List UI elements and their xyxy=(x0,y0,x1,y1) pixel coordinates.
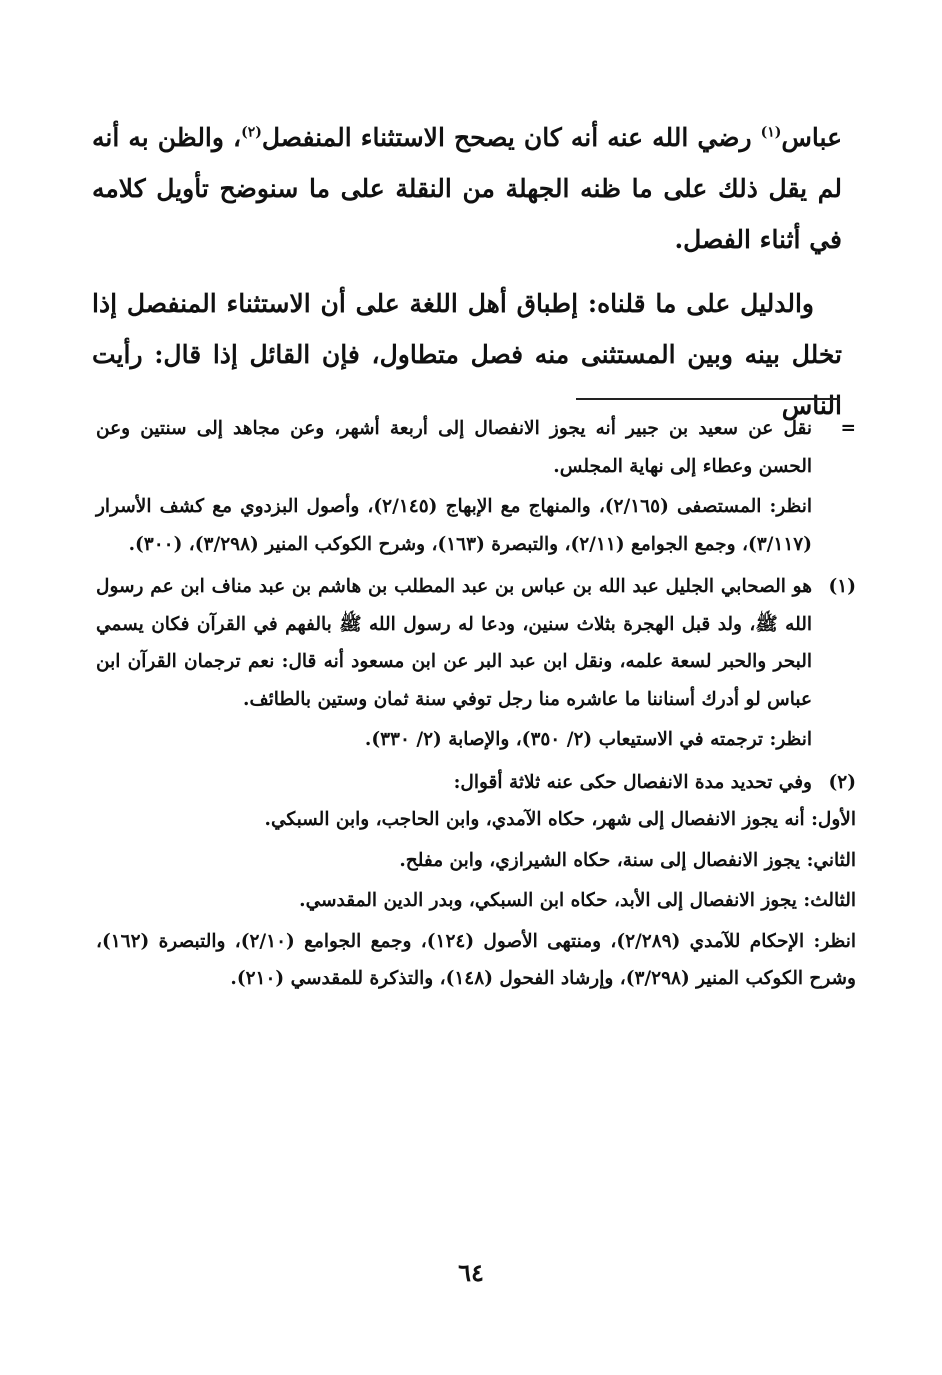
footnote-1-mark: (١) xyxy=(828,576,856,597)
footnote-paragraph: انظر: المستصفى (٢/١٦٥)، والمنهاج مع الإبهاج (٢/١٤٥)، وأصول البزدوي مع كشف الأسرار (٣/١١٧)، وجمع الجوامع (٢/١١)، والتبصرة (١٦٣)، وشرح الكوكب المنير (٣/٢٩٨)، (٣٠٠). xyxy=(96,496,812,555)
footnote-continued xyxy=(96,410,856,563)
footnote-paragraph: انظر: ترجمته في الاستيعاب (٢/ ٣٥٠)، والإصابة (٢/ ٣٣٠). xyxy=(364,729,812,750)
footnote-1 xyxy=(96,568,856,759)
main-text xyxy=(92,112,842,431)
footnote-paragraph: نقل عن سعيد بن جبير أنه يجوز الانفصال إلى أربعة أشهر، وعن مجاهد إلى سنتين وعن الحسن وعطاء إلى نهاية المجلس. xyxy=(96,418,812,477)
footnote-2-intro-wrap xyxy=(96,764,812,802)
main-paragraph-1: عباس$^{(١)}$ رضي الله عنه أنه كان يصحح الاستثناء المنفصل$^{(٢)}$، والظن به أنه لم يقل ذلك على ما ظنه الجهلة من النقلة على ما سنوضح تأويل كلامه في أثناء الفصل. xyxy=(92,123,842,254)
footnote-2-mark: (٢) xyxy=(828,771,856,793)
footnote-separator xyxy=(576,398,840,400)
footnote-2 xyxy=(96,764,856,802)
footnote-paragraph: الأول: أنه يجوز الانفصال إلى شهر، حكاه الآمدي، وابن الحاجب، وابن السبكي. xyxy=(264,809,856,830)
main-paragraph-2: والدليل على ما قلناه: إطباق أهل اللغة على أن الاستثناء المنفصل إذا تخلل بينه وبين المستثنى منه فصل متطاول، فإن القائل إذا قال: رأيت الناس xyxy=(92,289,842,420)
footnote-2-body xyxy=(96,801,856,998)
footnote-ref-1[interactable]: (١) xyxy=(760,124,782,141)
page-number: ٦٤ xyxy=(458,1258,484,1287)
continuation-mark: = xyxy=(840,418,856,439)
footnote-continued-body xyxy=(96,410,812,563)
footnote-ref-2[interactable]: (٢) xyxy=(241,124,262,141)
footnote-2-intro: وفي تحديد مدة الانفصال حكى عنه ثلاثة أقوال: xyxy=(453,771,812,793)
footnote-1-body xyxy=(96,568,812,759)
footnote-paragraph: انظر: الإحكام للآمدي (٢/٢٨٩)، ومنتهى الأصول (١٢٤)، وجمع الجوامع (٢/١٠)، والتبصرة (١٦٢)، وشرح الكوكب المنير (٣/٢٩٨)، وإرشاد الفحول (١٤٨)، والتذكرة للمقدسي (٢١٠). xyxy=(96,930,856,989)
footnote-paragraph: هو الصحابي الجليل عبد الله بن عباس بن عبد المطلب بن هاشم بن عبد مناف ابن عم رسول الله ﷺ، ولد قبل الهجرة بثلاث سنين، ودعا له رسول الله ﷺ بالفهم في القرآن فكان يسمي البحر والحبر لسعة علمه، ونقل ابن عبد البر عن ابن مسعود أنه قال: نعم ترجمان القرآن ابن عباس لو أدرك أسناننا ما عاشره منا رجل توفي سنة ثمان وستين بالطائف. xyxy=(96,576,812,710)
footnotes xyxy=(96,410,856,998)
footnote-paragraph: الثالث: يجوز الانفصال إلى الأبد، حكاه ابن السبكي، وبدر الدين المقدسي. xyxy=(299,890,856,911)
footnote-paragraph: الثاني: يجوز الانفصال إلى سنة، حكاه الشيرازي، وابن مفلح. xyxy=(399,849,856,871)
